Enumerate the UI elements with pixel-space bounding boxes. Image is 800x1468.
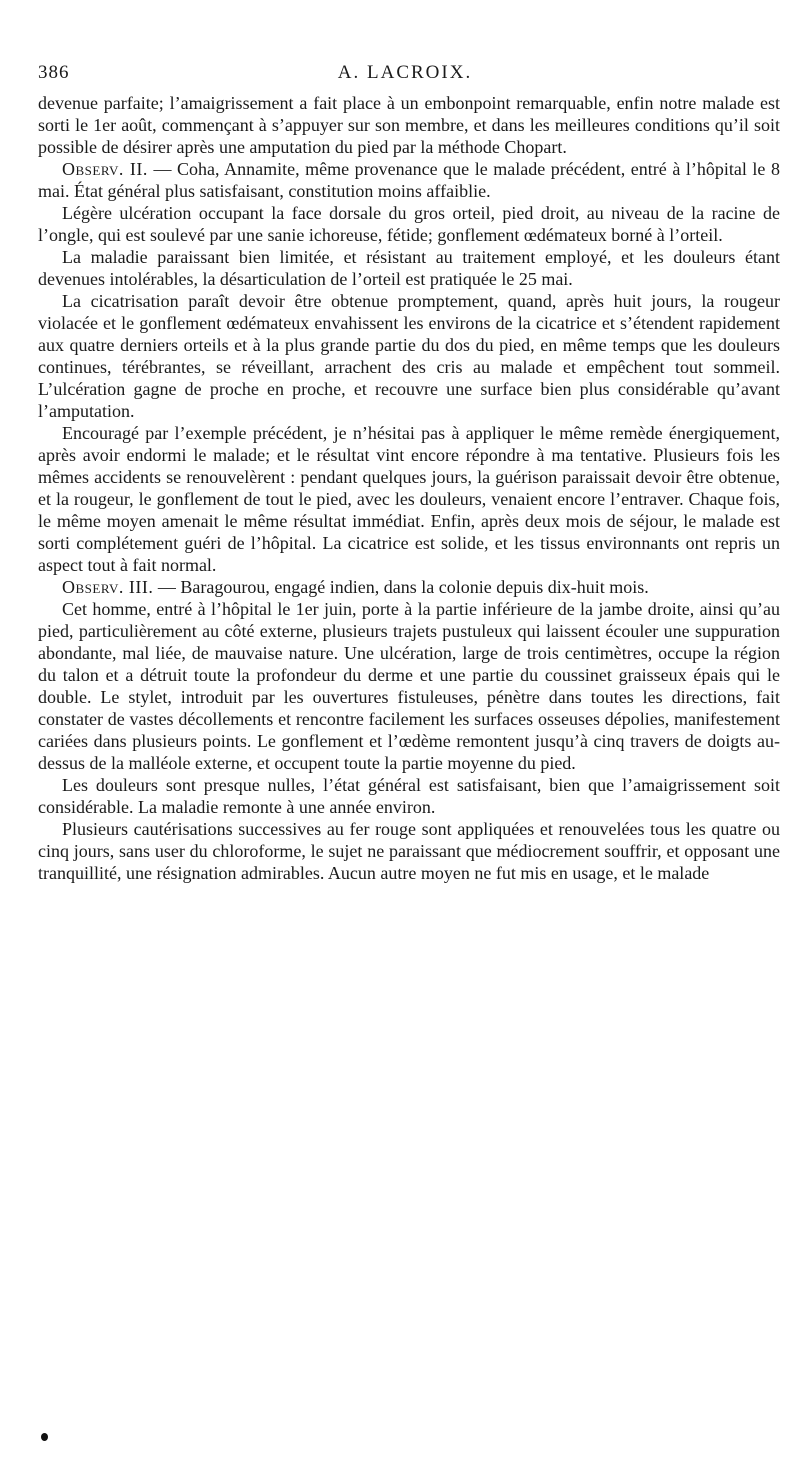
paragraph-9: Les douleurs sont presque nulles, l’état général est satisfaisant, bien que l’amaigrissement soit considérable. La maladie remonte à une année environ. xyxy=(38,775,780,817)
running-title: A. LACROIX. xyxy=(337,62,473,83)
body-text xyxy=(38,92,780,884)
observation-label: Observ. II. xyxy=(62,159,148,179)
page-number: 386 xyxy=(38,62,70,83)
paragraph-observ-3: Observ. III. — Baragourou, engagé indien, dans la colonie depuis dix-huit mois. xyxy=(62,577,649,597)
paragraph-6: Encouragé par l’exemple précédent, je n’hésitai pas à appliquer le même remède énergiquement, après avoir endormi le malade; et le résultat vint encore répondre à ma tentative. Plusieurs fois les mêmes accidents se renouvelèrent : pendant quelques jours, la guérison paraissait devoir être obtenue, et la rougeur, le gonflement de tout le pied, avec les douleurs, venaient encore l’entraver. Chaque fois, le même moyen amenait le même résultat immédiat. Enfin, après deux mois de séjour, le malade est sorti complétement guéri de l’hôpital. La cicatrice est solide, et les tissus environnants ont repris un aspect tout à fait normal. xyxy=(38,423,780,575)
paragraph-observ-2: Observ. II. — Coha, Annamite, même provenance que le malade précédent, entré à l’hôpital le 8 mai. État général plus satisfaisant, constitution moins affaiblie. xyxy=(38,159,780,201)
page-header xyxy=(38,62,772,92)
paragraph-8: Cet homme, entré à l’hôpital le 1er juin, porte à la partie inférieure de la jambe droite, ainsi qu’au pied, particulièrement au côté externe, plusieurs trajets pustuleux qui laissent écouler une suppuration abondante, mal liée, de mauvaise nature. Une ulcération, large de trois centimètres, occupe la région du talon et a détruit toute la profondeur du derme et une partie du coussinet graisseux épais qui le double. Le stylet, introduit par les ouvertures fistuleuses, pénètre dans toutes les directions, fait constater de vastes décollements et rencontre facilement les surfaces osseuses dépolies, manifestement cariées dans plusieurs points. Le gonflement et l’œdème remontent jusqu’à cinq travers de doigts au-dessus de la malléole externe, et occupent toute la partie moyenne du pied. xyxy=(38,599,780,773)
paragraph-3: Légère ulcération occupant la face dorsale du gros orteil, pied droit, au niveau de la racine de l’ongle, qui est soulevé par une sanie ichoreuse, fétide; gonflement œdémateux borné à l’orteil. xyxy=(38,203,780,245)
paragraph-1: devenue parfaite; l’amaigrissement a fait place à un embonpoint remarquable, enfin notre malade est sorti le 1er août, commençant à s’appuyer sur son membre, et dans les meilleures conditions qu’il soit possible de désirer après une amputation du pied par la méthode Chopart. xyxy=(38,93,780,157)
paragraph-5: La cicatrisation paraît devoir être obtenue promptement, quand, après huit jours, la rougeur violacée et le gonflement œdémateux envahissent les environs de la cicatrice et s’étendent rapidement aux quatre derniers orteils et à la plus grande partie du dos du pied, en même temps que les douleurs continues, térébrantes, se réveillant, arrachent des cris au malade et empêchent tout sommeil. L’ulcération gagne de proche en proche, et recouvre une surface bien plus considérable qu’avant l’amputation. xyxy=(38,291,780,421)
paragraph-4: La maladie paraissant bien limitée, et résistant au traitement employé, et les douleurs étant devenues intolérables, la désarticulation de l’orteil est pratiquée le 25 mai. xyxy=(38,247,780,289)
ink-dot xyxy=(41,1433,48,1441)
paragraph-10: Plusieurs cautérisations successives au fer rouge sont appliquées et renouvelées tous les quatre ou cinq jours, sans user du chloroforme, le sujet ne paraissant que médiocrement souffrir, et opposant une tranquillité, une résignation admirables. Aucun autre moyen ne fut mis en usage, et le malade xyxy=(38,819,780,883)
observation-label: Observ. III. xyxy=(62,577,154,597)
